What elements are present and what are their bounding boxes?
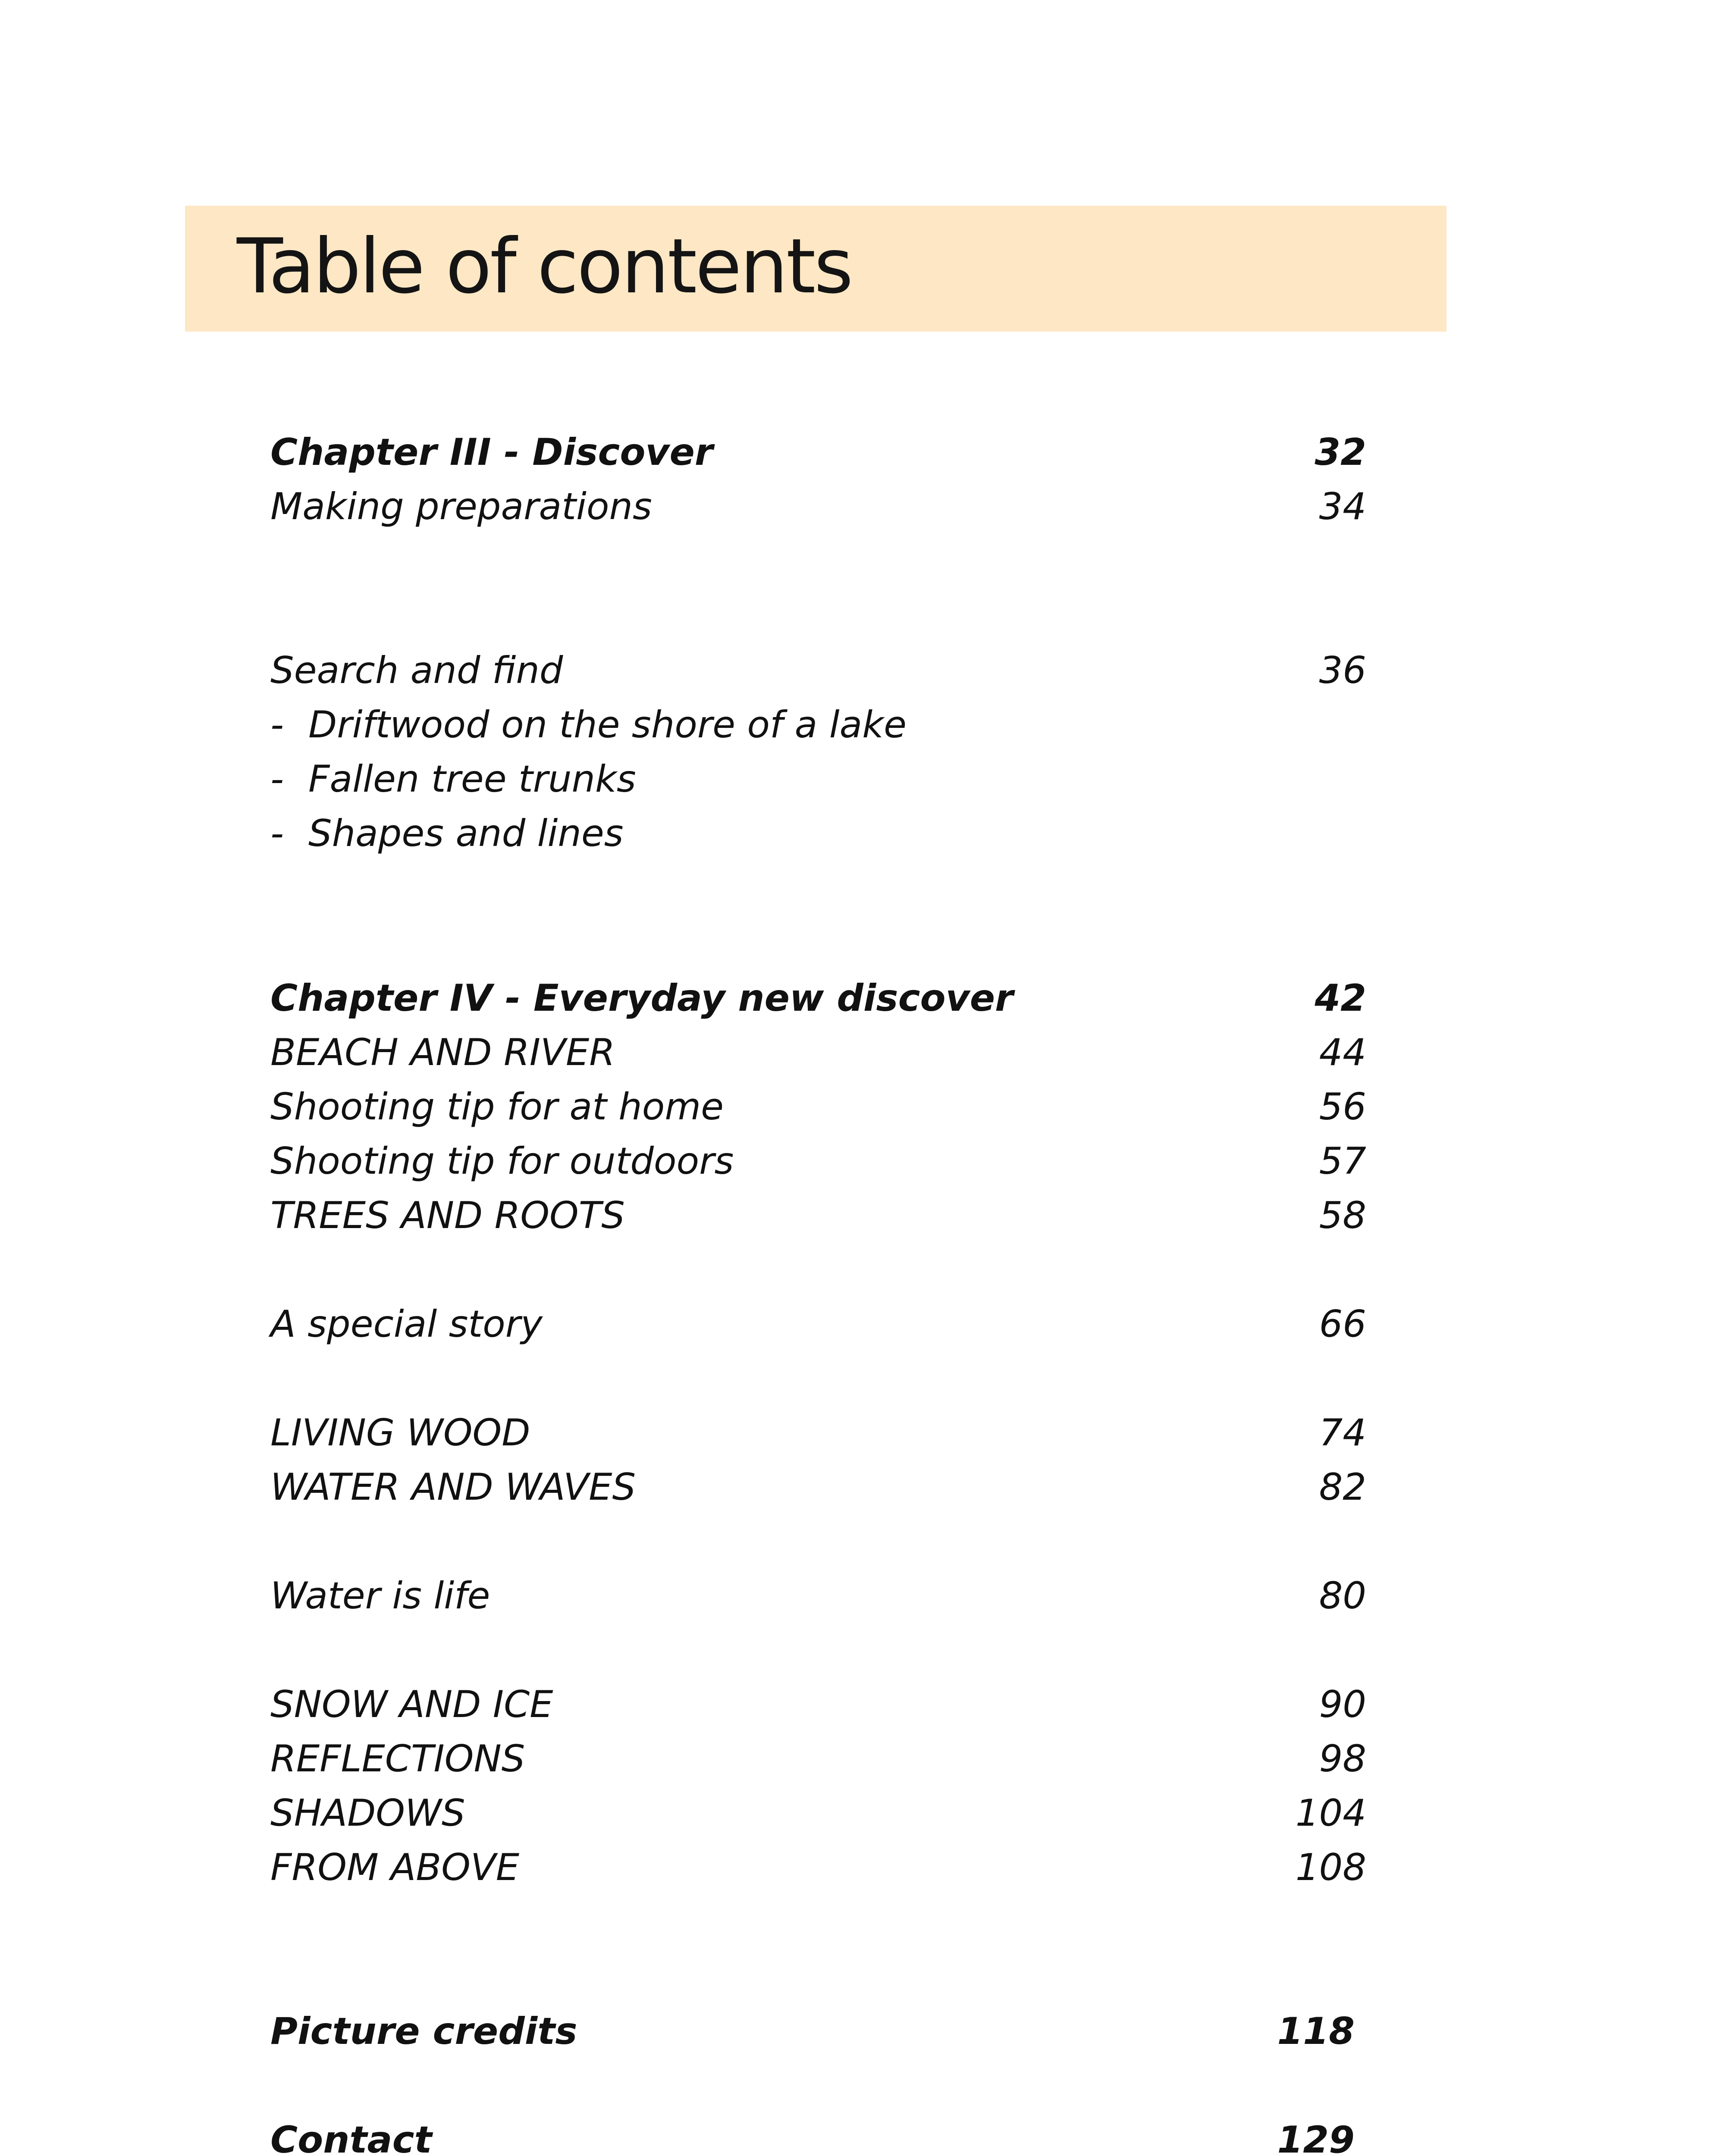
bullet-dash: - [270,758,284,801]
toc-entry-page: 80 [1319,1574,1366,1617]
bullet-dash: - [270,812,284,855]
toc-entry [270,1134,1366,1188]
toc-entry-page: 44 [1319,1031,1366,1074]
toc-entry [270,643,1366,698]
toc-entry-label: TREES AND ROOTS [270,1194,625,1237]
toc-entry-chapter-3 [270,425,1366,479]
toc-entry-page: 82 [1319,1466,1366,1509]
toc-entry [270,479,1366,534]
page-title: Table of contents [237,223,852,310]
toc-entry [270,1732,1366,1786]
toc-entry [270,1025,1366,1080]
toc-entry-page: 34 [1319,485,1366,528]
toc-entry-label: Shooting tip for outdoors [270,1140,734,1183]
toc-entry-page: 56 [1319,1085,1366,1128]
toc-entry-label: LIVING WOOD [270,1411,530,1454]
toc-entry [270,1840,1366,1895]
toc-entry-page: 98 [1319,1737,1366,1780]
toc-entry [270,1188,1366,1243]
toc-subentry [270,806,1366,861]
toc-entry-page: 104 [1295,1792,1366,1835]
toc-entry-page: 57 [1319,1140,1366,1183]
toc-entry-label: Making preparations [270,485,652,528]
toc-entry-label: WATER AND WAVES [270,1466,636,1509]
toc-entry-label: SHADOWS [270,1792,465,1835]
toc-entry-page: 66 [1319,1303,1366,1346]
toc-entry-label: Contact [270,2118,432,2156]
toc-entry-page: 118 [1277,2010,1355,2053]
toc-entry-label: A special story [270,1303,543,1346]
toc-entry [270,1569,1366,1623]
toc-entry-page: 129 [1277,2118,1355,2156]
toc-entry-label: Picture credits [270,2010,577,2053]
toc-entry-label: Shooting tip for at home [270,1085,724,1128]
toc-entry-page: 74 [1319,1411,1366,1454]
toc-entry-label: Chapter III - Discover [270,431,713,474]
toc-entry-label: Chapter IV - Everyday new discover [270,977,1013,1020]
toc-entry [270,1297,1366,1351]
toc-entry-label: REFLECTIONS [270,1737,525,1780]
toc-entry [270,1786,1366,1840]
toc-entry-label: Driftwood on the shore of a lake [308,703,907,746]
toc-entry-label: Fallen tree trunks [308,758,636,801]
toc-subentry [270,698,1366,752]
toc-subentry [270,752,1366,806]
toc-entry-page: 32 [1315,431,1366,474]
toc-entry [270,1677,1366,1732]
toc-entry-contact [270,2113,1366,2156]
toc-entry-label: Search and find [270,649,563,692]
toc-entry-page: 108 [1295,1846,1366,1889]
bullet-dash: - [270,703,284,746]
toc-entry-label: FROM ABOVE [270,1846,520,1889]
toc-entry [270,1080,1366,1134]
toc-entry-page: 58 [1319,1194,1366,1237]
toc-entry [270,1460,1366,1514]
toc-entry-label: SNOW AND ICE [270,1683,553,1726]
toc-entry-label: Water is life [270,1574,490,1617]
toc-entry-page: 90 [1319,1683,1366,1726]
toc-entry-label: BEACH AND RIVER [270,1031,615,1074]
toc-entry-chapter-4 [270,971,1366,1025]
toc-entry-page: 42 [1315,977,1366,1020]
toc-entry [270,1406,1366,1460]
toc-entry-label: Shapes and lines [308,812,624,855]
header-band [185,206,1446,332]
toc-entry-page: 36 [1319,649,1366,692]
toc-entry-picture-credits [270,2004,1366,2059]
